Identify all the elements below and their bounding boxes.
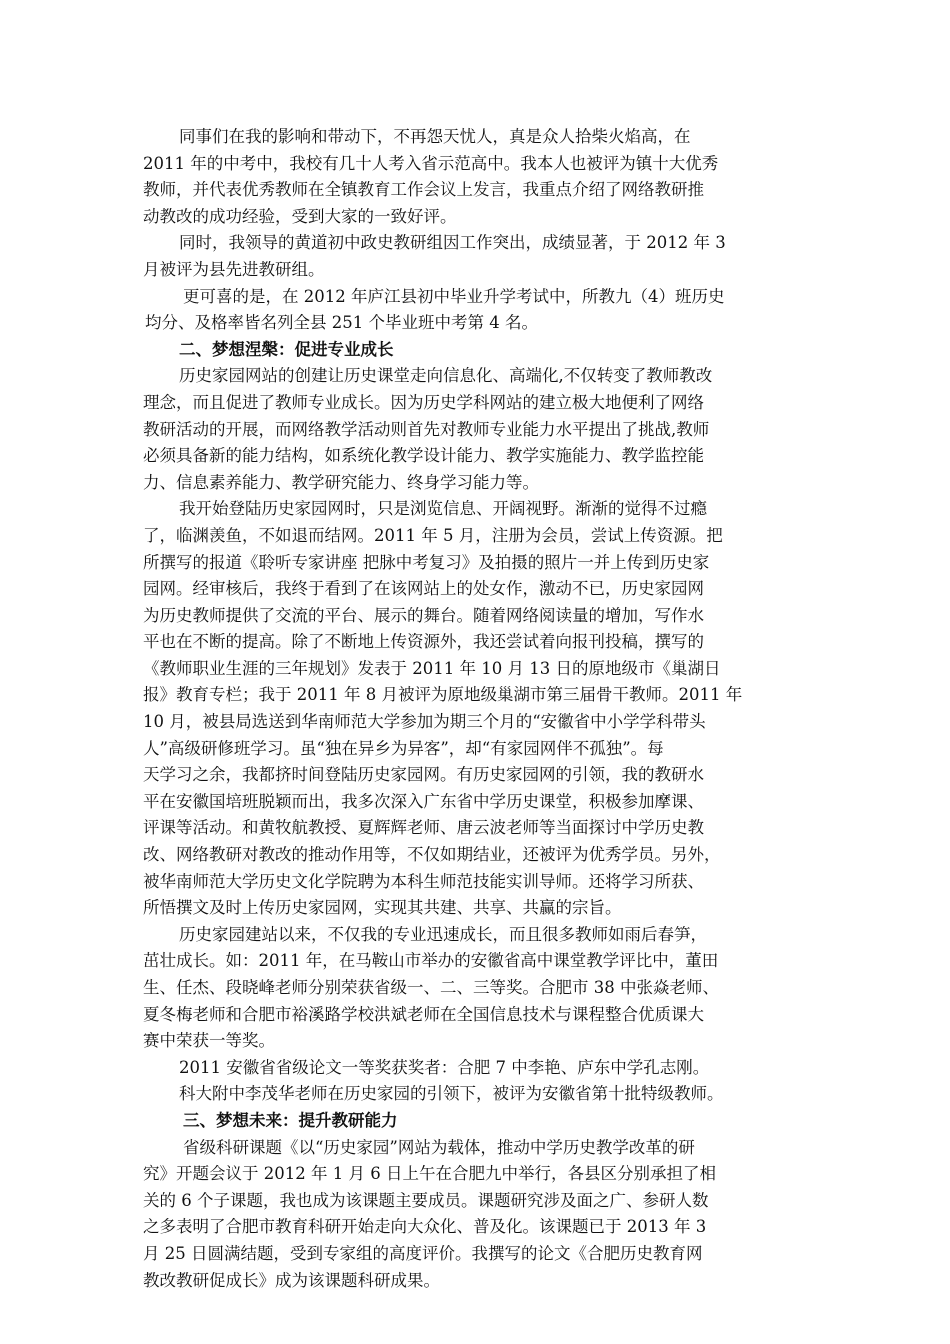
text-line: 平在安徽国培班脱颖而出，我多次深入广东省中学历史课堂，积极参加摩课、 (143, 791, 704, 811)
text-line: 教研活动的开展，而网络教学活动则首先对教师专业能力水平提出了挑战,教师 (143, 419, 710, 439)
text-line: 教师，并代表优秀教师在全镇教育工作会议上发言，我重点介绍了网络教研推 (143, 180, 704, 200)
text-line: 必须具备新的能力结构，如系统化教学设计能力、教学实施能力、教学监控能 (143, 446, 704, 466)
paragraph-other-teachers (143, 922, 811, 1055)
text-line: 园网。经审核后，我终于看到了在该网站上的处女作，激动不已，历史家园网 (143, 579, 704, 599)
paragraph-special-teacher (143, 1081, 811, 1108)
text-line: 同时，我领导的黄道初中政史教研组因工作突出，成绩显著，于 2012 年 3 (179, 233, 726, 253)
section-heading-3 (143, 1108, 811, 1135)
text-line: 评课等活动。和黄牧航教授、夏辉辉老师、唐云波老师等当面探讨中学历史教 (143, 818, 704, 838)
text-line: 被华南师范大学历史文化学院聘为本科生师范技能实训导师。还将学习所获、 (143, 871, 704, 891)
section-heading-2 (143, 337, 811, 364)
text-line: 茁壮成长。如：2011 年，在马鞍山市举办的安徽省高中课堂教学评比中，董田 (143, 951, 719, 971)
text-line: 科大附中李茂华老师在历史家园的引领下，被评为安徽省第十批特级教师。 (179, 1084, 724, 1104)
text-line: 改、网络教研对教改的推动作用等，不仅如期结业，还被评为优秀学员。另外， (143, 845, 721, 865)
text-line: 关的 6 个子课题，我也成为该课题主要成员。课题研究涉及面之广、参研人数 (143, 1190, 709, 1210)
section-title: 三、梦想未来：提升教研能力 (183, 1110, 398, 1130)
text-line: 《教师职业生涯的三年规划》发表于 2011 年 10 月 13 日的原地级市《巢湖日 (143, 658, 721, 678)
text-line: 10 月，被县局选送到华南师范大学参加为期三个月的“安徽省中小学学科带头 (143, 712, 706, 732)
paragraph-honors (143, 124, 811, 230)
section-title: 二、梦想涅槃：促进专业成长 (179, 339, 394, 359)
paragraph-paper-award (143, 1055, 811, 1082)
text-line: 平也在不断的提高。除了不断地上传资源外，我还尝试着向报刊投稿，撰写的 (143, 632, 704, 652)
text-line: 动教改的成功经验，受到大家的一致好评。 (143, 206, 457, 226)
paragraph-personal-experience (143, 496, 811, 922)
paragraph-exam-results (143, 284, 811, 337)
text-line: 所悟撰文及时上传历史家园网，实现其共建、共享、共赢的宗旨。 (143, 898, 622, 918)
document-body (143, 124, 811, 1294)
text-line: 历史家园网站的创建让历史课堂走向信息化、高端化,不仅转变了教师教改 (179, 366, 713, 386)
text-line: 2011 安徽省省级论文一等奖获奖者：合肥 7 中李艳、庐东中学孔志刚。 (179, 1057, 710, 1077)
text-line: 了，临渊羡鱼，不如退而结网。2011 年 5 月，注册为会员，尝试上传资源。把 (143, 525, 723, 545)
text-line: 我开始登陆历史家园网时，只是浏览信息、开阔视野。渐渐的觉得不过瘾 (179, 499, 707, 519)
text-line: 为历史教师提供了交流的平台、展示的舞台。随着网络阅读量的增加，写作水 (143, 605, 704, 625)
text-line: 所撰写的报道《聆听专家讲座 把脉中考复习》及拍摄的照片一并上传到历史家 (143, 552, 710, 572)
text-line: 理念，而且促进了教师专业成长。因为历史学科网站的建立极大地便利了网络 (143, 392, 704, 412)
text-line: 省级科研课题《以“历史家园”网站为载体，推动中学历史教学改革的研 (183, 1137, 695, 1157)
text-line: 同事们在我的影响和带动下，不再怨天忧人，真是众人拾柴火焰高，在 (179, 127, 691, 146)
text-line: 夏冬梅老师和合肥市裕溪路学校洪斌老师在全国信息技术与课程整合优质课大 (143, 1004, 704, 1024)
text-line: 力、信息素养能力、教学研究能力、终身学习能力等。 (143, 472, 539, 492)
paragraph-website-growth (143, 363, 811, 496)
paragraph-group-award (143, 230, 811, 283)
text-line: 赛中荣获一等奖。 (143, 1031, 275, 1051)
text-line: 人”高级研修班学习。虽“独在异乡为异客”，却“有家园网伴不孤独”。每 (143, 738, 664, 758)
text-line: 教改教研促成长》成为该课题科研成果。 (143, 1270, 440, 1290)
text-line: 之多表明了合肥市教育科研开始走向大众化、普及化。该课题已于 2013 年 3 (143, 1217, 707, 1237)
text-line: 报》教育专栏；我于 2011 年 8 月被评为原地级巢湖市第三届骨干教师。2011 年 (143, 685, 743, 705)
text-line: 历史家园建站以来，不仅我的专业迅速成长，而且很多教师如雨后春笋， (179, 924, 707, 944)
text-line: 更可喜的是，在 2012 年庐江县初中毕业升学考试中，所教九（4）班历史 (183, 286, 725, 306)
paragraph-research-project (143, 1135, 811, 1295)
text-line: 生、任杰、段晓峰老师分别荣获省级一、二、三等奖。合肥市 38 中张焱老师、 (143, 978, 719, 997)
text-line: 均分、及格率皆名列全县 251 个毕业班中考第 4 名。 (145, 313, 538, 333)
text-line: 月被评为县先进教研组。 (143, 259, 325, 279)
text-line: 月 25 日圆满结题，受到专家组的高度评价。我撰写的论文《合肥历史教育网 (143, 1243, 703, 1263)
text-line: 天学习之余，我都挤时间登陆历史家园网。有历史家园网的引领，我的教研水 (143, 765, 704, 785)
text-line: 究》开题会议于 2012 年 1 月 6 日上午在合肥九中举行，各县区分别承担了相 (143, 1164, 716, 1184)
text-line: 2011 年的中考中，我校有几十人考入省示范高中。我本人也被评为镇十大优秀 (143, 153, 719, 173)
